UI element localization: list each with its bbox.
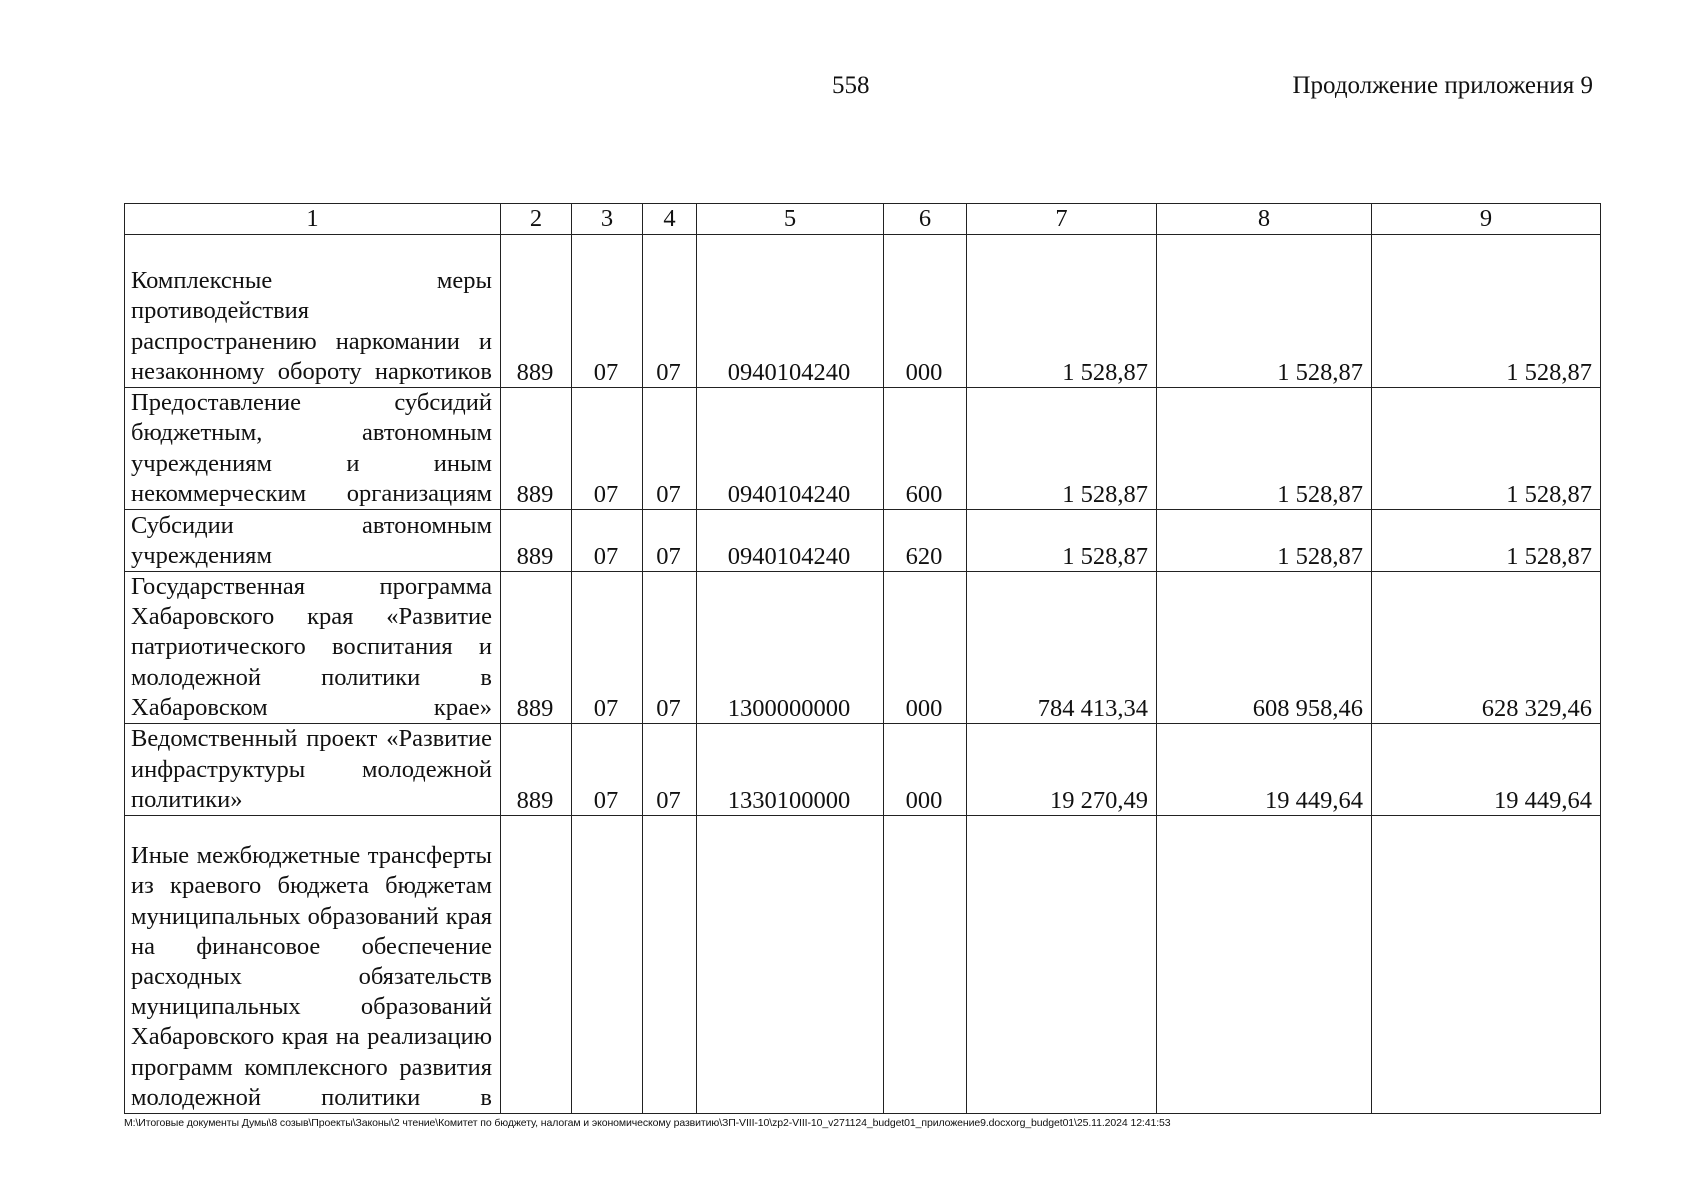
cell-amount-2: 1 528,87	[1157, 510, 1372, 572]
cell-grbs	[501, 816, 572, 1114]
cell-section: 07	[572, 235, 643, 388]
table-row	[125, 572, 1601, 724]
cell-target-article: 1300000000	[697, 572, 884, 724]
cell-expense-type: 600	[884, 388, 967, 510]
cell-amount-3: 19 449,64	[1372, 724, 1601, 816]
cell-target-article: 0940104240	[697, 235, 884, 388]
row-name: Комплексные меры противодействия распространению наркомании и незаконному обороту наркотиков	[125, 235, 501, 388]
table-row	[125, 510, 1601, 572]
row-name: Ведомственный проект «Развитие инфраструктуры молодежной политики»	[125, 724, 501, 816]
cell-section: 07	[572, 510, 643, 572]
column-header: 5	[697, 204, 884, 235]
column-header: 3	[572, 204, 643, 235]
cell-amount-2	[1157, 816, 1372, 1114]
appendix-continuation-title: Продолжение приложения 9	[1292, 72, 1593, 99]
budget-table	[124, 203, 1601, 1114]
column-header: 2	[501, 204, 572, 235]
cell-amount-1: 1 528,87	[967, 510, 1157, 572]
cell-amount-1: 1 528,87	[967, 235, 1157, 388]
table-row	[125, 724, 1601, 816]
cell-subsection: 07	[643, 388, 697, 510]
file-path-footer: М:\Итоговые документы Думы\8 созыв\Проекты\Законы\2 чтение\Комитет по бюджету, налогам и экономическому развитию\ЗП-VIII-10\zp2-VIII-10_v271124_budget01_приложение9.docxorg_budget01\25.11.2024 12:41:53	[124, 1117, 1171, 1129]
cell-target-article: 0940104240	[697, 388, 884, 510]
cell-subsection: 07	[643, 235, 697, 388]
cell-expense-type: 000	[884, 235, 967, 388]
cell-subsection: 07	[643, 572, 697, 724]
table-row	[125, 235, 1601, 388]
table-row	[125, 388, 1601, 510]
cell-grbs: 889	[501, 388, 572, 510]
cell-expense-type: 000	[884, 724, 967, 816]
cell-amount-3: 1 528,87	[1372, 510, 1601, 572]
cell-grbs: 889	[501, 235, 572, 388]
cell-amount-3: 1 528,87	[1372, 235, 1601, 388]
row-name: Государственная программа Хабаровского края «Развитие патриотического воспитания и молодежной политики в Хабаровском крае»	[125, 572, 501, 724]
cell-amount-1: 784 413,34	[967, 572, 1157, 724]
cell-expense-type: 000	[884, 572, 967, 724]
column-header: 1	[125, 204, 501, 235]
cell-subsection	[643, 816, 697, 1114]
column-header: 4	[643, 204, 697, 235]
cell-subsection: 07	[643, 510, 697, 572]
cell-grbs: 889	[501, 510, 572, 572]
column-header: 7	[967, 204, 1157, 235]
cell-expense-type	[884, 816, 967, 1114]
cell-section: 07	[572, 572, 643, 724]
column-header: 8	[1157, 204, 1372, 235]
cell-amount-3	[1372, 816, 1601, 1114]
cell-grbs: 889	[501, 572, 572, 724]
cell-section	[572, 816, 643, 1114]
cell-amount-1	[967, 816, 1157, 1114]
cell-amount-2: 19 449,64	[1157, 724, 1372, 816]
row-name: Субсидии автономным учреждениям	[125, 510, 501, 572]
cell-amount-1: 1 528,87	[967, 388, 1157, 510]
cell-amount-3: 628 329,46	[1372, 572, 1601, 724]
cell-section: 07	[572, 388, 643, 510]
column-header: 6	[884, 204, 967, 235]
cell-grbs: 889	[501, 724, 572, 816]
page-number: 558	[832, 72, 870, 99]
cell-amount-2: 608 958,46	[1157, 572, 1372, 724]
cell-target-article: 0940104240	[697, 510, 884, 572]
cell-amount-1: 19 270,49	[967, 724, 1157, 816]
table-header-row	[125, 204, 1601, 235]
cell-expense-type: 620	[884, 510, 967, 572]
cell-target-article: 1330100000	[697, 724, 884, 816]
row-name: Иные межбюджетные трансферты из краевого бюджета бюджетам муниципальных образований края на финансовое обеспечение расходных обязательств муниципальных образований Хабаровского края на реализацию программ комплексного развития молодежной политики в	[125, 816, 501, 1114]
cell-amount-3: 1 528,87	[1372, 388, 1601, 510]
row-name: Предоставление субсидий бюджетным, автономным учреждениям и иным некоммерческим организациям	[125, 388, 501, 510]
cell-amount-2: 1 528,87	[1157, 235, 1372, 388]
cell-target-article	[697, 816, 884, 1114]
column-header: 9	[1372, 204, 1601, 235]
cell-section: 07	[572, 724, 643, 816]
cell-subsection: 07	[643, 724, 697, 816]
table-row	[125, 816, 1601, 1114]
cell-amount-2: 1 528,87	[1157, 388, 1372, 510]
